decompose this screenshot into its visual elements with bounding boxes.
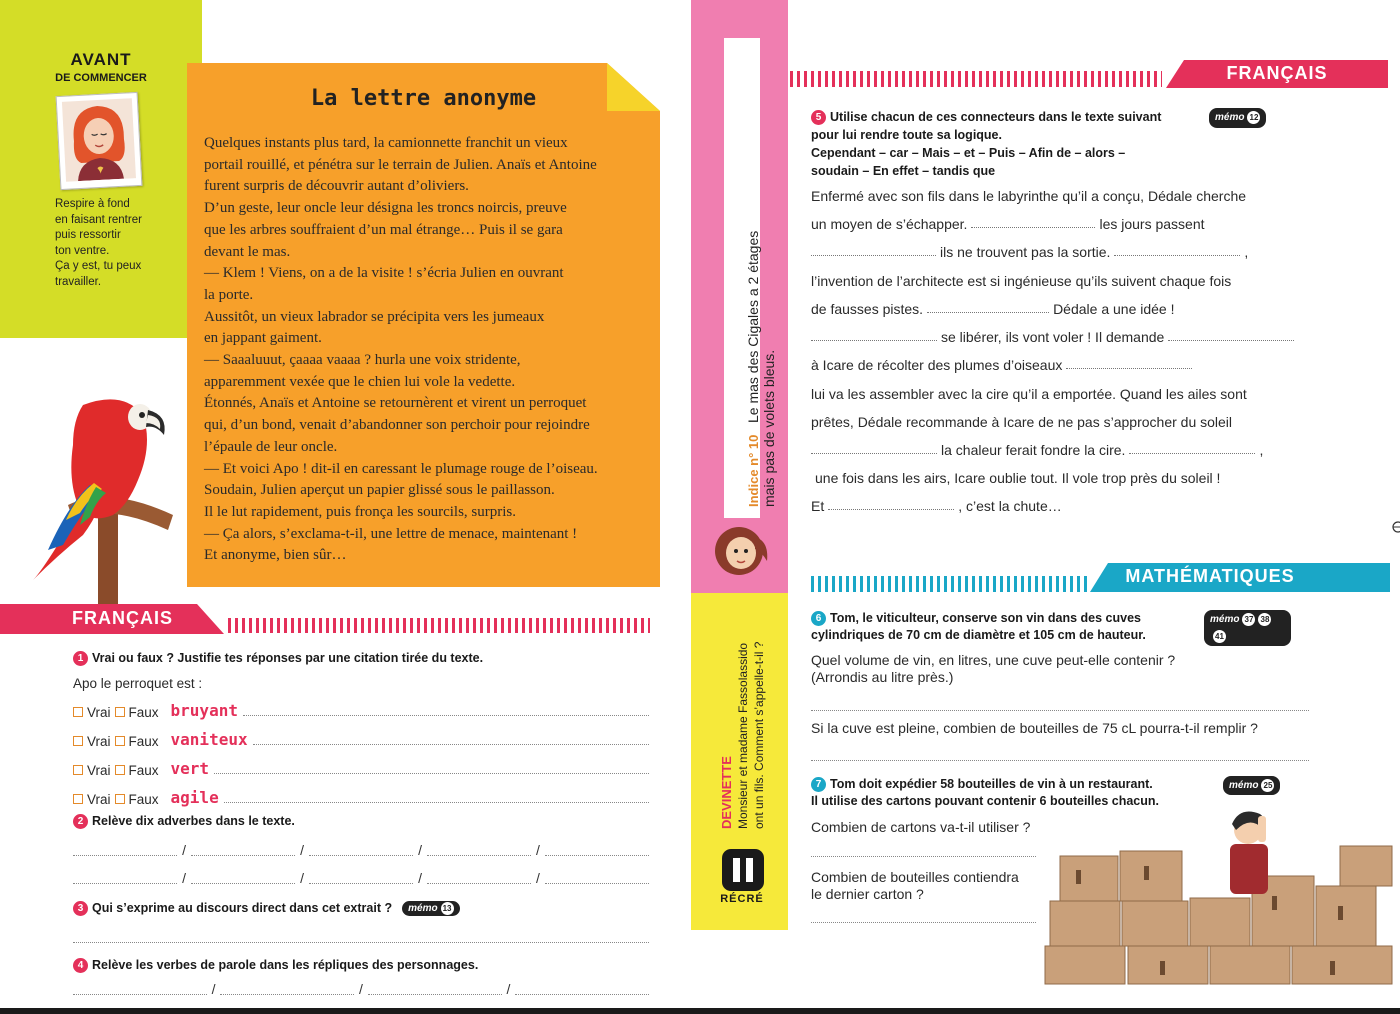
justification-line[interactable]	[224, 802, 649, 803]
question-number: 3	[73, 901, 88, 916]
parrot-illustration	[28, 385, 178, 605]
vrai-checkbox[interactable]	[73, 707, 83, 717]
question-6-part-1: Quel volume de vin, en litres, une cuve peut-elle contenir ? (Arrondis au litre près.)	[811, 652, 1176, 685]
question-6-answer-line[interactable]	[811, 760, 1309, 761]
text-line: prêtes, Dédale recommande à Icare de ne pas s’approcher du soleil	[811, 414, 1233, 430]
question-7-answer-line[interactable]	[811, 922, 1036, 923]
faux-label: Faux	[128, 705, 159, 720]
text-line[interactable]: se libérer, ils vont voler ! Il demande	[811, 329, 1311, 345]
story-line: la porte.	[204, 286, 254, 303]
story-line: Aussitôt, un vieux labrador se précipita vers les jumeaux	[204, 308, 545, 325]
question-3: 3 Qui s’exprime au discours direct dans cet extrait ? mémo 13	[73, 901, 460, 916]
verbs-answer-row[interactable]: / / /	[73, 981, 649, 997]
story-line: — Klem ! Viens, on a de la visite ! s’écria Julien en ouvrant	[204, 265, 564, 282]
justification-line[interactable]	[214, 773, 649, 774]
svg-text:Le mas des Cigales a 2 étages: Le mas des Cigales a 2 étages	[745, 230, 761, 423]
vrai-checkbox[interactable]	[73, 736, 83, 746]
faux-label: Faux	[128, 763, 159, 778]
adjective-word: agile	[170, 788, 219, 807]
faux-checkbox[interactable]	[115, 794, 125, 804]
memo-badge: mémo 25	[1223, 776, 1280, 795]
story-line: l’épaule de leur oncle.	[204, 438, 338, 455]
text-line[interactable]: à Icare de récolter des plumes d’oiseaux	[811, 357, 1311, 373]
text-line[interactable]: ils ne trouvent pas la sortie. ,	[811, 244, 1311, 260]
true-false-row	[73, 756, 649, 778]
recre-label: RÉCRÉ	[720, 893, 764, 905]
svg-text:Indice n° 10: Indice n° 10	[746, 434, 761, 507]
svg-text:mais pas de volets bleus.: mais pas de volets bleus.	[761, 349, 777, 507]
question-number: 7	[811, 777, 826, 792]
question-number: 4	[73, 958, 88, 973]
faux-label: Faux	[128, 734, 159, 749]
question-3-answer-line[interactable]	[73, 942, 649, 943]
story-text	[204, 133, 649, 567]
adverbs-answer-row[interactable]: / / / /	[73, 870, 649, 886]
question-number: 2	[73, 814, 88, 829]
story-line: Étonnés, Anaïs et Antoine se retournèrent et virent un perroquet	[204, 395, 587, 412]
true-false-row	[73, 785, 649, 807]
decorative-bars	[228, 618, 650, 633]
text-line: lui va les assembler avec la cire qu’il a emportée. Quand les ailes sont	[811, 386, 1247, 402]
avant-title: AVANT	[70, 50, 132, 69]
question-number: 1	[73, 651, 88, 666]
faux-checkbox[interactable]	[115, 736, 125, 746]
question-number: 5	[811, 110, 826, 125]
question-6-answer-line[interactable]	[811, 710, 1309, 711]
maths-band-label: MATHÉMATIQUES	[1125, 566, 1295, 586]
vrai-checkbox[interactable]	[73, 794, 83, 804]
question-1: 1 Vrai ou faux ? Justifie tes réponses par une citation tirée du texte.	[73, 651, 483, 666]
story-line: D’un geste, leur oncle leur désigna les troncs noircis, preuve	[204, 200, 567, 217]
memo-badge: mémo 12	[1209, 108, 1266, 128]
vrai-label: Vrai	[87, 734, 111, 749]
question-4: 4 Relève les verbes de parole dans les répliques des personnages.	[73, 958, 478, 973]
faux-checkbox[interactable]	[115, 707, 125, 717]
wine-boxes-illustration	[1040, 806, 1400, 986]
justification-line[interactable]	[243, 715, 649, 716]
text-line[interactable]: Et , c’est la chute…	[811, 498, 1062, 514]
story-line: portail rouillé, et pénétra sur le terrain de Julien. Anaïs et Antoine	[204, 156, 597, 173]
intro-text: Respire à fond en faisant rentrer puis ressortir ton ventre. Ça y est, tu peux travailler.	[55, 198, 142, 288]
memo-badge: mémo 13	[402, 901, 459, 916]
question-7-answer-line[interactable]	[811, 856, 1036, 857]
question-5: 5 Utilise chacun de ces connecteurs dans le texte suivant pour lui rendre toute sa logique. Cependant – car – Mais – et – Puis – Afin de – alors – soudain – En effet – tandis que mémo 12	[811, 108, 1281, 180]
story-line: devant le mas.	[204, 243, 291, 260]
story-line: — Saaaluuut, çaaaa vaaaa ? hurla une voix stridente,	[204, 352, 521, 369]
text-line[interactable]: de fausses pistes. Dédale a une idée !	[811, 301, 1175, 317]
question-number: 6	[811, 611, 826, 626]
memo-badge: mémo 37 3841	[1204, 610, 1291, 646]
svg-text:Monsieur et madame Fassolassid: Monsieur et madame Fassolassido	[736, 642, 750, 829]
text-line[interactable]: un moyen de s’échapper. les jours passent	[811, 216, 1205, 232]
faux-checkbox[interactable]	[115, 765, 125, 775]
question-6-part-2: Si la cuve est pleine, combien de bouteilles de 75 cL pourra-t-il remplir ?	[811, 720, 1258, 736]
svg-text:ont un fils. Comment s’appelle: ont un fils. Comment s’appelle-t-il ?	[752, 641, 766, 829]
story-line: apparemment vexée que le chien lui vole la vedette.	[204, 373, 516, 390]
vrai-label: Vrai	[87, 763, 111, 778]
vrai-label: Vrai	[87, 792, 111, 807]
story-line: qui, d’un bond, venait d’abandonner son perchoir pour rejoindre	[204, 417, 590, 434]
question-7: 7 Tom doit expédier 58 bouteilles de vin à un restaurant. Il utilise des cartons pouvant contenir 6 bouteilles chacun. mémo 25	[811, 776, 1291, 810]
decorative-bars	[790, 71, 1162, 87]
story-line: Et anonyme, bien sûr…	[204, 547, 347, 564]
girl-portrait-image	[56, 92, 143, 190]
vrai-checkbox[interactable]	[73, 765, 83, 775]
question-7-part-1: Combien de cartons va-t-il utiliser ?	[811, 819, 1031, 835]
question-1-lead: Apo le perroquet est :	[73, 676, 203, 691]
avant-subtitle: DE COMMENCER	[55, 72, 147, 84]
story-line: Il le lut rapidement, puis fronça les sourcils, surpris.	[204, 503, 517, 520]
story-line: Soudain, Julien aperçut un papier glissé sous le paillasson.	[204, 482, 555, 499]
francais-band-label: FRANÇAIS	[72, 608, 173, 628]
story-line: furent surpris de découvrir autant d’oliviers.	[204, 178, 469, 195]
text-line: l’invention de l’architecte est si ingénieuse qu’ils suivent chaque fois	[811, 273, 1232, 289]
question-6: 6 Tom, le viticulteur, conserve son vin dans des cuves cylindriques de 70 cm de diamètre et 105 cm de hauteur. mémo 37 3841	[811, 610, 1291, 644]
decorative-bars	[811, 576, 1087, 592]
adjective-word: bruyant	[170, 701, 238, 720]
francais-band-label: FRANÇAIS	[1226, 63, 1328, 83]
svg-text:DEVINETTE: DEVINETTE	[719, 756, 734, 829]
text-line: une fois dans les airs, Icare oublie tout. Il vole trop près du soleil !	[815, 470, 1221, 486]
story-line: — Ça alors, s’exclama-t-il, une lettre de menace, maintenant !	[204, 525, 578, 542]
indice-text	[724, 35, 779, 515]
story-line: Quelques instants plus tard, la camionnette franchit un vieux	[204, 135, 568, 151]
faux-label: Faux	[128, 792, 159, 807]
adjective-word: vaniteux	[170, 730, 248, 749]
devinette-text	[712, 603, 772, 833]
adverbs-answer-row[interactable]: / / / /	[73, 842, 649, 858]
text-line: Enfermé avec son fils dans le labyrinthe qu’il a conçu, Dédale cherche	[811, 188, 1247, 204]
true-false-row	[73, 727, 649, 749]
pause-icon[interactable]	[722, 849, 764, 891]
girl-avatar-icon	[709, 521, 773, 577]
story-title: La lettre anonyme	[310, 86, 537, 111]
question-7-part-2: Combien de bouteilles contiendra le dernier carton ?	[811, 869, 1019, 902]
question-2: 2 Relève dix adverbes dans le texte.	[73, 814, 295, 829]
text-line[interactable]: la chaleur ferait fondre la cire. ,	[811, 442, 1311, 458]
vrai-label: Vrai	[87, 705, 111, 720]
adjective-word: vert	[170, 759, 210, 778]
page-footer-rule	[0, 1008, 1400, 1014]
story-line: — Et voici Apo ! dit-il en caressant le plumage rouge de l’oiseau.	[204, 460, 598, 477]
story-line: en jappant gaiment.	[204, 330, 322, 347]
story-line: que les arbres souffraient d’un mal étrange… Puis il se gara	[204, 221, 563, 238]
registration-mark-icon	[1390, 520, 1400, 534]
true-false-row	[73, 698, 649, 720]
justification-line[interactable]	[253, 744, 649, 745]
